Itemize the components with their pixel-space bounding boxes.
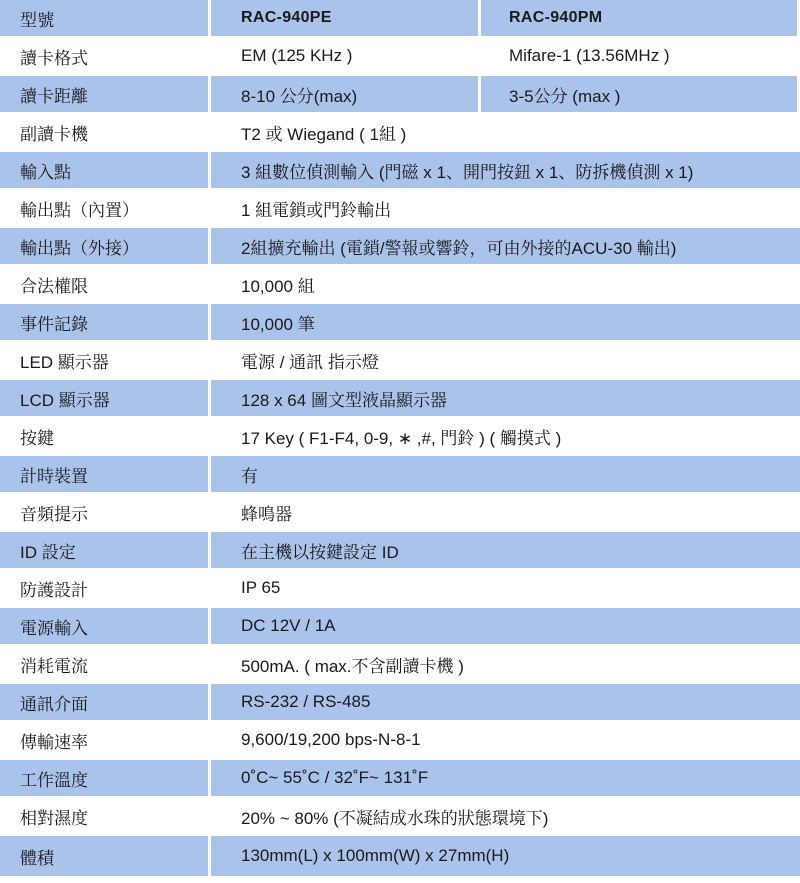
table-row <box>0 76 800 114</box>
row-label: 按鍵 <box>0 418 208 454</box>
table-row <box>0 152 800 190</box>
row-value-b: Mifare-1 (13.56MHz ) <box>478 38 797 74</box>
table-row <box>0 836 800 876</box>
row-value: 2組擴充輸出 (電鎖/警報或響鈴，可由外接的ACU-30 輸出) <box>211 228 800 264</box>
row-value-b: 3-5公分 (max ) <box>478 76 797 112</box>
row-value: T2 或 Wiegand ( 1組 ) <box>211 114 800 150</box>
row-label: 電源輸入 <box>0 608 208 644</box>
table-row <box>0 418 800 456</box>
row-label: LED 顯示器 <box>0 342 208 378</box>
row-label: 傳輸速率 <box>0 722 208 758</box>
row-value: 蜂鳴器 <box>211 494 800 530</box>
row-value: 電源 / 通訊 指示燈 <box>211 342 800 378</box>
table-row <box>0 38 800 76</box>
table-row <box>0 760 800 798</box>
row-label: 音頻提示 <box>0 494 208 530</box>
row-value: IP 65 <box>211 570 800 606</box>
row-label: 輸出點（內置） <box>0 190 208 226</box>
table-header-row <box>0 0 800 38</box>
row-label: 工作溫度 <box>0 760 208 796</box>
table-row <box>0 266 800 304</box>
row-label: 副讀卡機 <box>0 114 208 150</box>
row-label: 計時裝置 <box>0 456 208 492</box>
row-value: 0˚C~ 55˚C / 32˚F~ 131˚F <box>211 760 800 796</box>
table-row <box>0 798 800 836</box>
row-value: RS-232 / RS-485 <box>211 684 800 720</box>
row-value: 128 x 64 圖文型液晶顯示器 <box>211 380 800 416</box>
row-value: 在主機以按鍵設定 ID <box>211 532 800 568</box>
table-row <box>0 114 800 152</box>
row-value: 3 組數位偵測輸入 (門磁 x 1、開門按鈕 x 1、防拆機偵測 x 1) <box>211 152 800 188</box>
row-value: 10,000 組 <box>211 266 800 302</box>
row-value: 20% ~ 80% (不凝結成水珠的狀態環境下) <box>211 798 800 834</box>
table-row <box>0 570 800 608</box>
table-row <box>0 532 800 570</box>
header-model-a: RAC-940PE <box>211 0 478 36</box>
row-label: 輸出點（外接） <box>0 228 208 264</box>
row-value: 17 Key ( F1-F4, 0-9, ∗ ,#, 門鈴 ) ( 觸摸式 ) <box>211 418 800 454</box>
row-label: 通訊介面 <box>0 684 208 720</box>
row-label: 合法權限 <box>0 266 208 302</box>
table-row <box>0 342 800 380</box>
table-row <box>0 722 800 760</box>
row-value-a: EM (125 KHz ) <box>211 38 478 74</box>
row-label: 讀卡格式 <box>0 38 208 74</box>
row-value: DC 12V / 1A <box>211 608 800 644</box>
row-value: 130mm(L) x 100mm(W) x 27mm(H) <box>211 836 800 876</box>
table-row <box>0 608 800 646</box>
row-value: 10,000 筆 <box>211 304 800 340</box>
row-label: 相對濕度 <box>0 798 208 834</box>
row-value: 有 <box>211 456 800 492</box>
row-label: 消耗電流 <box>0 646 208 682</box>
header-label: 型號 <box>0 0 208 36</box>
table-row <box>0 304 800 342</box>
table-row <box>0 494 800 532</box>
row-value: 1 組電鎖或門鈴輸出 <box>211 190 800 226</box>
row-label: 輸入點 <box>0 152 208 188</box>
table-row <box>0 228 800 266</box>
table-row <box>0 190 800 228</box>
row-label: 事件記錄 <box>0 304 208 340</box>
table-row <box>0 684 800 722</box>
table-row <box>0 646 800 684</box>
table-row <box>0 456 800 494</box>
row-label: 體積 <box>0 836 208 876</box>
row-label: 防護設計 <box>0 570 208 606</box>
row-value-a: 8-10 公分(max) <box>211 76 478 112</box>
row-label: LCD 顯示器 <box>0 380 208 416</box>
row-label: ID 設定 <box>0 532 208 568</box>
row-value: 500mA. ( max.不含副讀卡機 ) <box>211 646 800 682</box>
row-value: 9,600/19,200 bps-N-8-1 <box>211 722 800 758</box>
row-label: 讀卡距離 <box>0 76 208 112</box>
header-model-b: RAC-940PM <box>478 0 797 36</box>
table-row <box>0 380 800 418</box>
